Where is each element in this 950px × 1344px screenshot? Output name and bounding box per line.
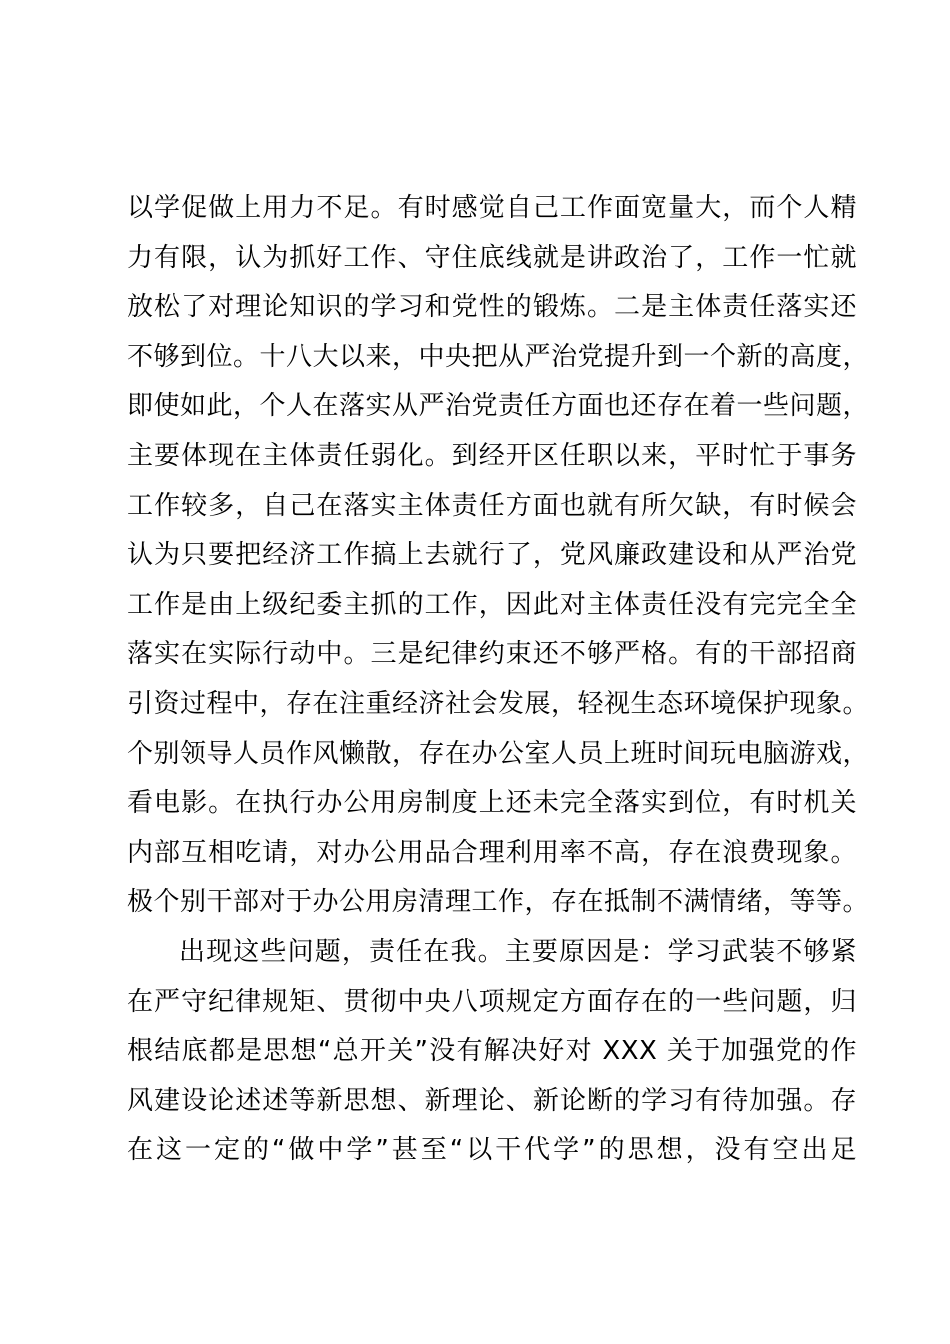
body-text <box>127 184 870 1176</box>
text-line: 个别领导人员作风懒散，存在办公室人员上班时间玩电脑游戏， <box>127 738 870 769</box>
text-line: 在这一定的“做中学”甚至“以干代学”的思想，没有空出足 <box>127 1135 857 1166</box>
text-line: 在严守纪律规矩、贯彻中央八项规定方面存在的一些问题，归 <box>127 986 857 1017</box>
text-line: 即使如此，个人在落实从严治党责任方面也还存在着一些问题， <box>127 391 870 422</box>
text-line: 落实在实际行动中。三是纪律约束还不够严格。有的干部招商 <box>127 639 857 670</box>
text-line: 根结底都是思想“总开关”没有解决好对 XXX 关于加强党的作 <box>127 1036 857 1067</box>
text-line: 极个别干部对于办公用房清理工作，存在抵制不满情绪，等等。 <box>127 887 870 918</box>
text-line: 不够到位。十八大以来，中央把从严治党提升到一个新的高度， <box>127 341 870 372</box>
text-line: 风建设论述述等新思想、新理论、新论断的学习有待加强。存 <box>127 1085 857 1116</box>
text-line: 以学促做上用力不足。有时感觉自己工作面宽量大，而个人精 <box>127 193 857 223</box>
text-line: 主要体现在主体责任弱化。到经开区任职以来，平时忙于事务 <box>127 440 857 471</box>
text-line: 工作是由上级纪委主抓的工作，因此对主体责任没有完完全全 <box>127 589 857 620</box>
text-line: 力有限，认为抓好工作、守住底线就是讲政治了，工作一忙就 <box>127 242 857 273</box>
text-line: 看电影。在执行办公用房制度上还未完全落实到位，有时机关 <box>127 788 857 819</box>
text-line: 工作较多，自己在落实主体责任方面也就有所欠缺，有时候会 <box>127 490 857 521</box>
text-line: 内部互相吃请，对办公用品合理利用率不高，存在浪费现象。 <box>127 837 857 868</box>
text-line: 引资过程中，存在注重经济社会发展，轻视生态环境保护现象。 <box>127 688 870 719</box>
text-line: 认为只要把经济工作搞上去就行了，党风廉政建设和从严治党 <box>127 540 857 571</box>
paragraph-first-line: 出现这些问题，责任在我。主要原因是：学习武装不够紧 <box>179 936 857 967</box>
text-line: 放松了对理论知识的学习和党性的锻炼。二是主体责任落实还 <box>127 292 857 323</box>
